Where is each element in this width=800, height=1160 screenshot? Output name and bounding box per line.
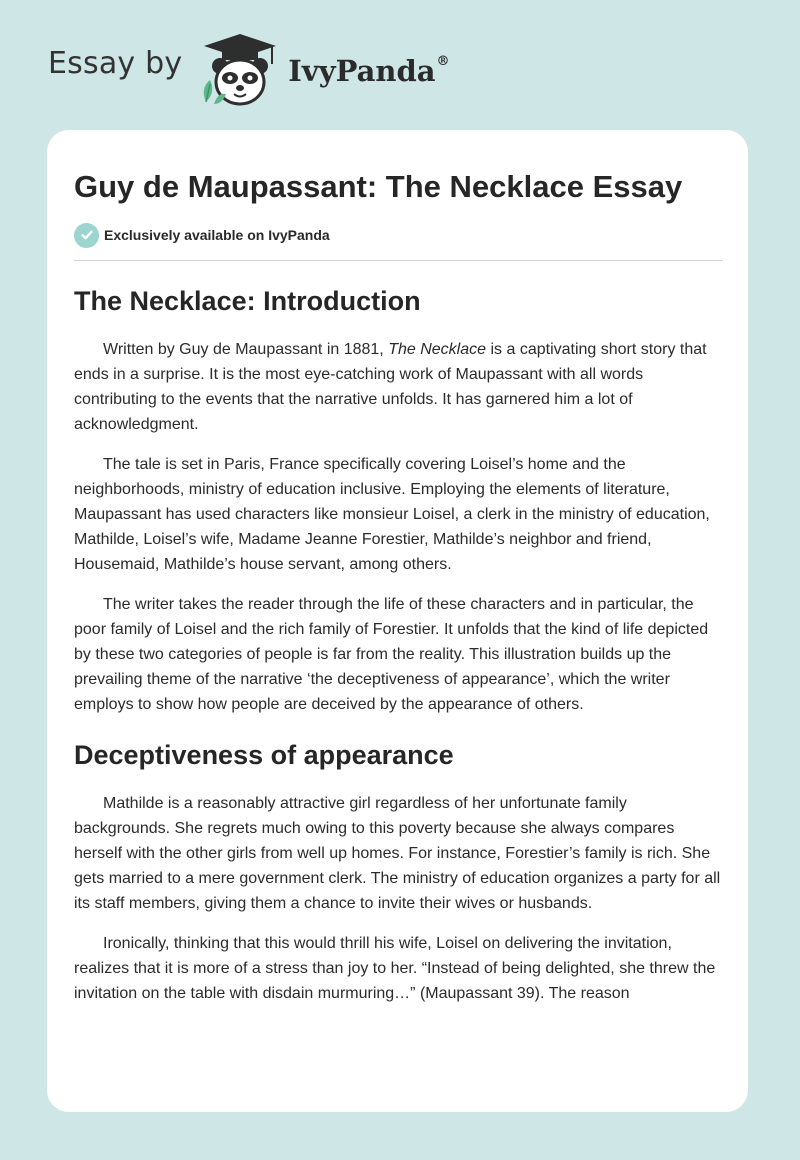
badge-text: Exclusively available on IvyPanda [104,227,330,243]
paragraph: Ironically, thinking that this would thrill his wife, Loisel on delivering the invitation, realizes that it is more of a stress than joy to her. “Instead of being delighted, she threw the invitation on the table with disdain murmuring…” (Maupassant 39). The reason [74,935,716,1002]
paragraph: The writer takes the reader through the life of these characters and in particular, the poor family of Loisel and the rich family of Forestier. It unfolds that the kind of life depicted by these two categories of people is far from the reality. This illustration builds up the prevailing theme of the narrative ‘the deceptiveness of appearance’, which the writer employs to show how people are deceived by the appearance of others. [74,596,709,713]
registered-mark: ® [436,54,450,69]
paragraph: The tale is set in Paris, France specifically covering Loisel’s home and the neighborhoods, ministry of education inclusive. Employing the elements of literature, Maupassant has used characters like monsieur Loisel, a clerk in the ministry of education, Mathilde, Loisel’s wife, Madame Jeanne Forestier, Mathilde’s neighbor and friend, Housemaid, Mathilde’s house servant, among others. [74,456,710,573]
exclusive-badge [74,220,722,250]
brand-name[interactable]: IvyPanda® [288,54,450,88]
section-heading-introduction: The Necklace: Introduction [74,286,421,316]
italic-title: The Necklace [388,341,487,358]
paragraph: Written by Guy de Maupassant in 1881, The Necklace is a captivating short story that ends in a surprise. It is the most eye-catching work of Maupassant with all words contributing to the events that the narrative unfolds. It has garnered him a lot of acknowledgment. [74,341,707,433]
site-header [48,30,748,110]
essay-card [47,130,748,1112]
essay-content [74,166,722,1006]
check-circle-icon [74,223,99,248]
panda-graduate-logo-icon[interactable] [196,30,284,110]
divider [74,260,723,261]
essay-by-label: Essay by [48,45,183,81]
section-heading-deceptiveness: Deceptiveness of appearance [74,740,454,770]
essay-title: Guy de Maupassant: The Necklace Essay [74,169,683,204]
paragraph: Mathilde is a reasonably attractive girl regardless of her unfortunate family backgrounds. She regrets much owing to this poverty because she always compares herself with the other girls from well up homes. For instance, Forestier’s family is rich. She gets married to a mere government clerk. The ministry of education organizes a party for all its staff members, giving them a chance to invite their wives or husbands. [74,795,721,912]
